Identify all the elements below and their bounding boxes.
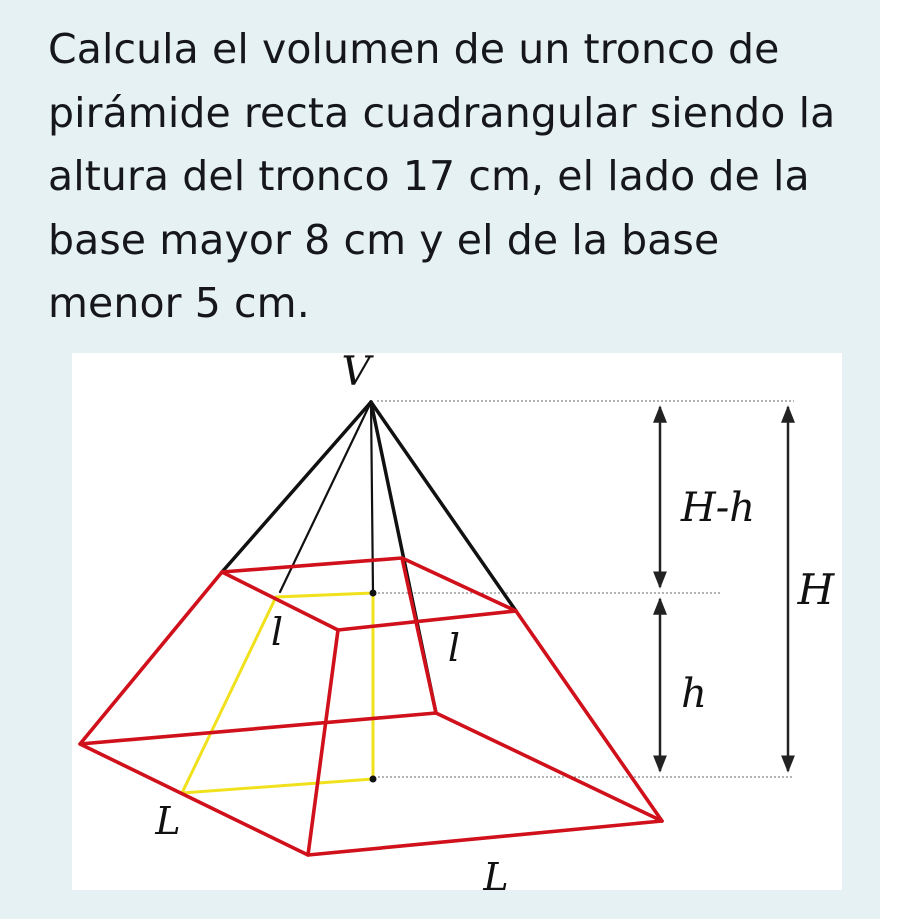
dimension-arrows: [660, 407, 788, 771]
label-dim-total: H: [797, 565, 835, 614]
label-big-side-left: L: [155, 799, 181, 843]
big-base-center-point: [370, 776, 377, 783]
problem-statement: Calcula el volumen de un tronco de pirámide recta cuadrangular siendo la altura del tronco 17 cm, el lado de la base mayor 8 cm y el de la base menor 5 cm.: [48, 25, 836, 327]
label-dim-upper: H-h: [680, 485, 756, 531]
small-base-center-point: [370, 590, 377, 597]
label-small-side-right: l: [447, 626, 461, 670]
apex-edge-axis: [371, 402, 373, 593]
reference-lines: [377, 401, 794, 777]
frustum-diagram-svg: [72, 353, 842, 890]
label-big-side-bottom: L: [483, 855, 509, 890]
label-dim-lower: h: [681, 671, 707, 717]
apex-edge-left: [222, 402, 371, 572]
lateral-edge-left: [80, 572, 222, 744]
label-small-side-left: l: [270, 610, 284, 654]
lateral-edge-front: [308, 630, 338, 855]
lateral-edge-right: [516, 611, 662, 821]
label-apex: V: [341, 353, 371, 395]
pyramid-edges: [222, 402, 516, 713]
lateral-edge-back: [402, 558, 436, 713]
frustum-diagram: [72, 353, 842, 890]
